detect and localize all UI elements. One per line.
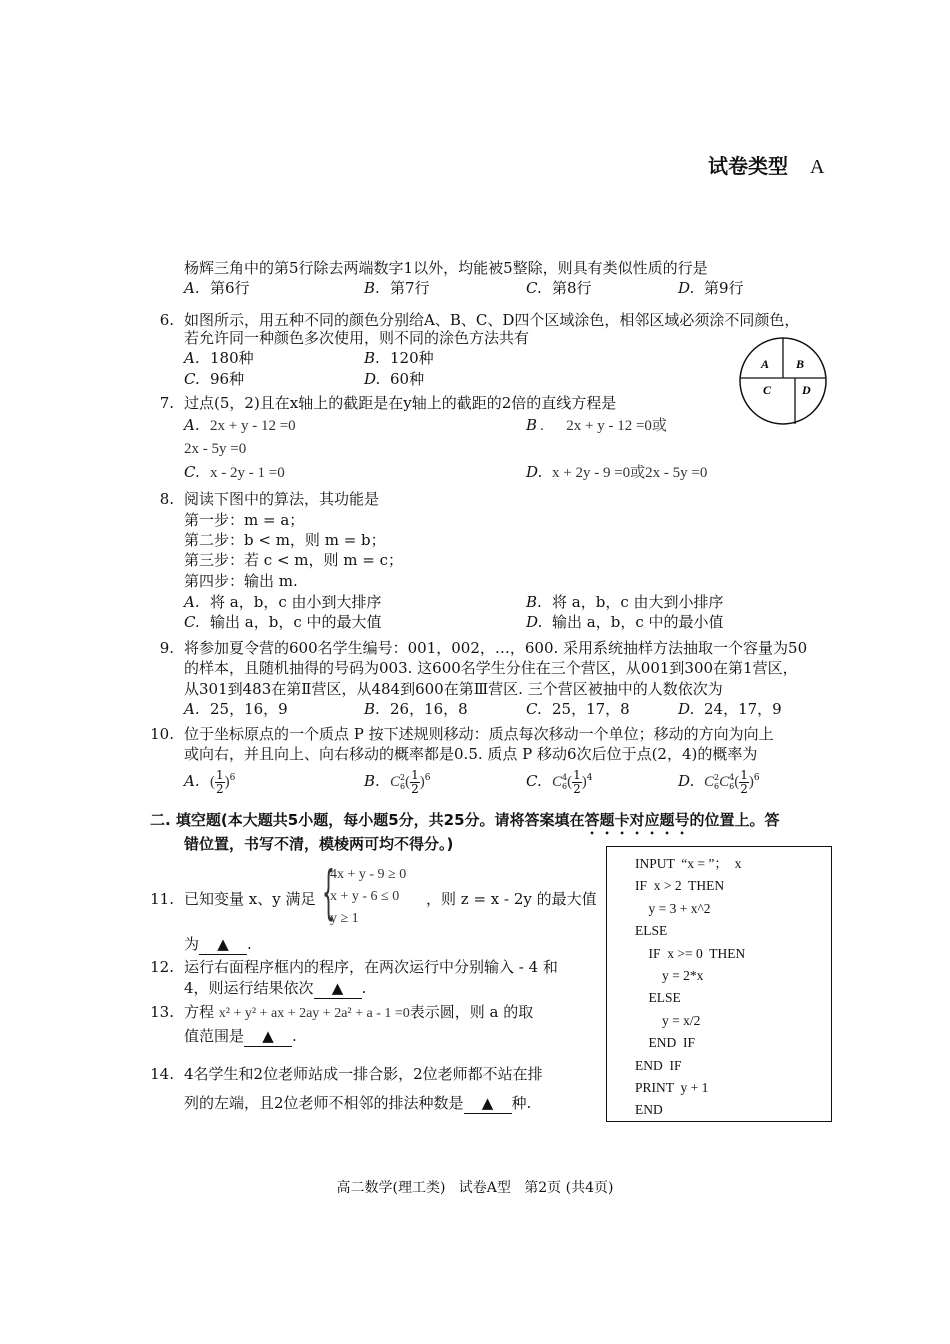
region-label-b: B [796, 357, 805, 371]
q12-number: 12. [150, 958, 174, 976]
program-line: ELSE [635, 990, 681, 1006]
q10-option-b: B. C 2 6 ( $\frac{1}{2}$ )$^6$ [364, 767, 431, 796]
section-2-title-line2: 错位置，书写不清，模棱两可均不得分。) [184, 835, 454, 853]
q6-option-d: D. 60种 [364, 370, 425, 388]
region-label-c: C [763, 383, 772, 397]
program-line: END [635, 1102, 663, 1118]
q11-text2: ，则 z = x - 2y 的最大值 [426, 890, 597, 908]
q9-line3: 从301到483在第Ⅱ营区，从484到600在第Ⅲ营区. 三个营区被抽中的人数依次为 [184, 680, 723, 698]
program-line: ELSE [635, 923, 668, 939]
q5-option-b: B. 第7行 [364, 279, 430, 297]
q9-number: 9. [159, 639, 174, 657]
q7-option-b: B . 2x + y - 12 =0或 [526, 416, 667, 434]
q5-option-c: C. 第8行 [526, 279, 592, 297]
paper-type-label: 试卷类型 [708, 154, 788, 178]
program-line: IF x > 2 THEN [635, 878, 725, 894]
answer-blank: ▲ [314, 978, 362, 999]
answer-blank: ▲ [244, 1026, 292, 1047]
q12-line1: 运行右面程序框内的程序，在两次运行中分别输入 - 4 和 [184, 958, 558, 976]
q7-number: 7. [159, 394, 174, 412]
q8-step-1: 第一步：m = a； [184, 511, 305, 529]
program-line: IF x >= 0 THEN [635, 945, 746, 961]
q9-line2: 的样本，且随机抽得的号码为003. 这600名学生分住在三个营区，从001到300在第1营区， [184, 659, 798, 677]
q7-option-b-continued: 2x - 5y =0 [184, 441, 247, 457]
q9-option-a: A. 25，16，9 [184, 700, 288, 718]
constraint-row: x + y - 6 ≤ 0 [330, 889, 400, 904]
q13-number: 13. [150, 1003, 174, 1021]
q6-line2: 若允许同一种颜色多次使用，则不同的涂色方法共有 [184, 329, 530, 347]
q12-line2: 4，则运行结果依次 ▲ . [184, 979, 367, 997]
q11-number: 11. [150, 890, 174, 908]
q8-stem: 阅读下图中的算法，其功能是 [184, 490, 380, 508]
q6-number: 6. [159, 311, 174, 329]
section-2-title: 二. 填空题(本大题共5小题，每小题5分，共25分。请将答案填在答题卡对应题号的位置上。答 [150, 811, 780, 829]
q8-option-c: C. 输出 a，b，c 中的最大值 [184, 613, 382, 631]
q10-number: 10. [150, 725, 174, 743]
program-line: y = x/2 [635, 1012, 701, 1028]
q8-option-d: D. 输出 a，b，c 中的最小值 [526, 613, 724, 631]
paper-type-value: A [810, 156, 825, 178]
q5-option-d: D. 第9行 [678, 279, 744, 297]
page-footer: 高二数学(理工类) 试卷A型 第2页 (共4页) [336, 1180, 614, 1196]
program-line: y = 2*x [635, 968, 704, 984]
q5-option-a: A. 第6行 [184, 279, 250, 297]
q6-option-b: B. 120种 [364, 349, 434, 367]
q11-answer-line: 为 ▲ . [184, 935, 252, 953]
q8-option-a: A. 将 a，b，c 由小到大排序 [184, 593, 382, 611]
region-label-d: D [802, 383, 811, 397]
program-line: END IF [635, 1035, 695, 1051]
q9-option-d: D. 24，17，9 [678, 700, 782, 718]
q7-option-a: A. 2x + y - 12 =0 [184, 416, 296, 434]
program-line: END IF [635, 1057, 682, 1073]
q8-step-2: 第二步：b < m，则 m = b； [184, 531, 386, 549]
program-line: y = 3 + x^2 [635, 900, 711, 916]
q7-option-c: C. x - 2y - 1 =0 [184, 463, 285, 481]
paper-type-header [708, 156, 824, 177]
q10-line2: 或向右，并且向上、向右移动的概率都是0.5. 质点 P 移动6次后位于点(2，4)的概率为 [184, 745, 758, 763]
constraint-row: 4x + y - 9 ≥ 0 [330, 867, 407, 882]
q5-stem: 杨辉三角中的第5行除去两端数字1以外，均能被5整除，则具有类似性质的行是 [184, 259, 708, 277]
program-code-box [606, 846, 832, 1122]
four-region-circle-figure [738, 336, 828, 426]
q10-option-d: D. C 2 6 C 4 6 ( $\frac{1}{2}$ )$^6$ [678, 767, 760, 796]
q8-step-4: 第四步：输出 m. [184, 572, 298, 590]
q8-option-b: B. 将 a，b，c 由大到小排序 [526, 593, 724, 611]
q13-line1: 方程 x² + y² + ax + 2ay + 2a² + a - 1 =0表示圆，则 a 的取 [184, 1003, 534, 1021]
q14-number: 14. [150, 1065, 174, 1083]
q14-line2: 列的左端，且2位老师不相邻的排法种数是 ▲ 种. [184, 1094, 532, 1112]
program-line: PRINT y + 1 [635, 1080, 709, 1096]
q7-stem: 过点(5，2)且在x轴上的截距是在y轴上的截距的2倍的直线方程是 [184, 394, 617, 412]
constraint-row: y ≥ 1 [330, 911, 359, 926]
q13-line2: 值范围是 ▲ . [184, 1027, 297, 1045]
q9-line1: 将参加夏令营的600名学生编号：001，002，…，600. 采用系统抽样方法抽取一个容量为50 [184, 639, 808, 657]
q9-option-b: B. 26，16，8 [364, 700, 468, 718]
q8-number: 8. [159, 490, 174, 508]
answer-blank: ▲ [199, 934, 247, 955]
q10-option-c: C. C 4 6 ( $\frac{1}{2}$ )$^4$ [526, 767, 593, 796]
q14-line1: 4名学生和2位老师站成一排合影，2位老师都不站在排 [184, 1065, 543, 1083]
q11-text1: 已知变量 x、y 满足 [184, 890, 316, 908]
q9-option-c: C. 25，17，8 [526, 700, 630, 718]
program-line: INPUT “x = ”； x [635, 856, 742, 871]
q10-option-a: A. ( $\frac{1}{2}$ )$^6$ [184, 767, 236, 796]
q6-line1: 如图所示，用五种不同的颜色分别给A、B、C、D四个区域涂色，相邻区域必须涂不同颜色， [184, 311, 800, 329]
q10-line1: 位于坐标原点的一个质点 P 按下述规则移动：质点每次移动一个单位；移动的方向为向上 [184, 725, 774, 743]
q8-step-3: 第三步：若 c < m，则 m = c； [184, 551, 403, 569]
q6-option-a: A. 180种 [184, 349, 254, 367]
region-label-a: A [761, 357, 770, 371]
answer-blank: ▲ [464, 1093, 512, 1114]
q6-option-c: C. 96种 [184, 370, 245, 388]
fraction: $\frac{1}{2}$ [216, 767, 224, 796]
q7-option-d: D. x + 2y - 9 =0或2x - 5y =0 [526, 463, 708, 481]
